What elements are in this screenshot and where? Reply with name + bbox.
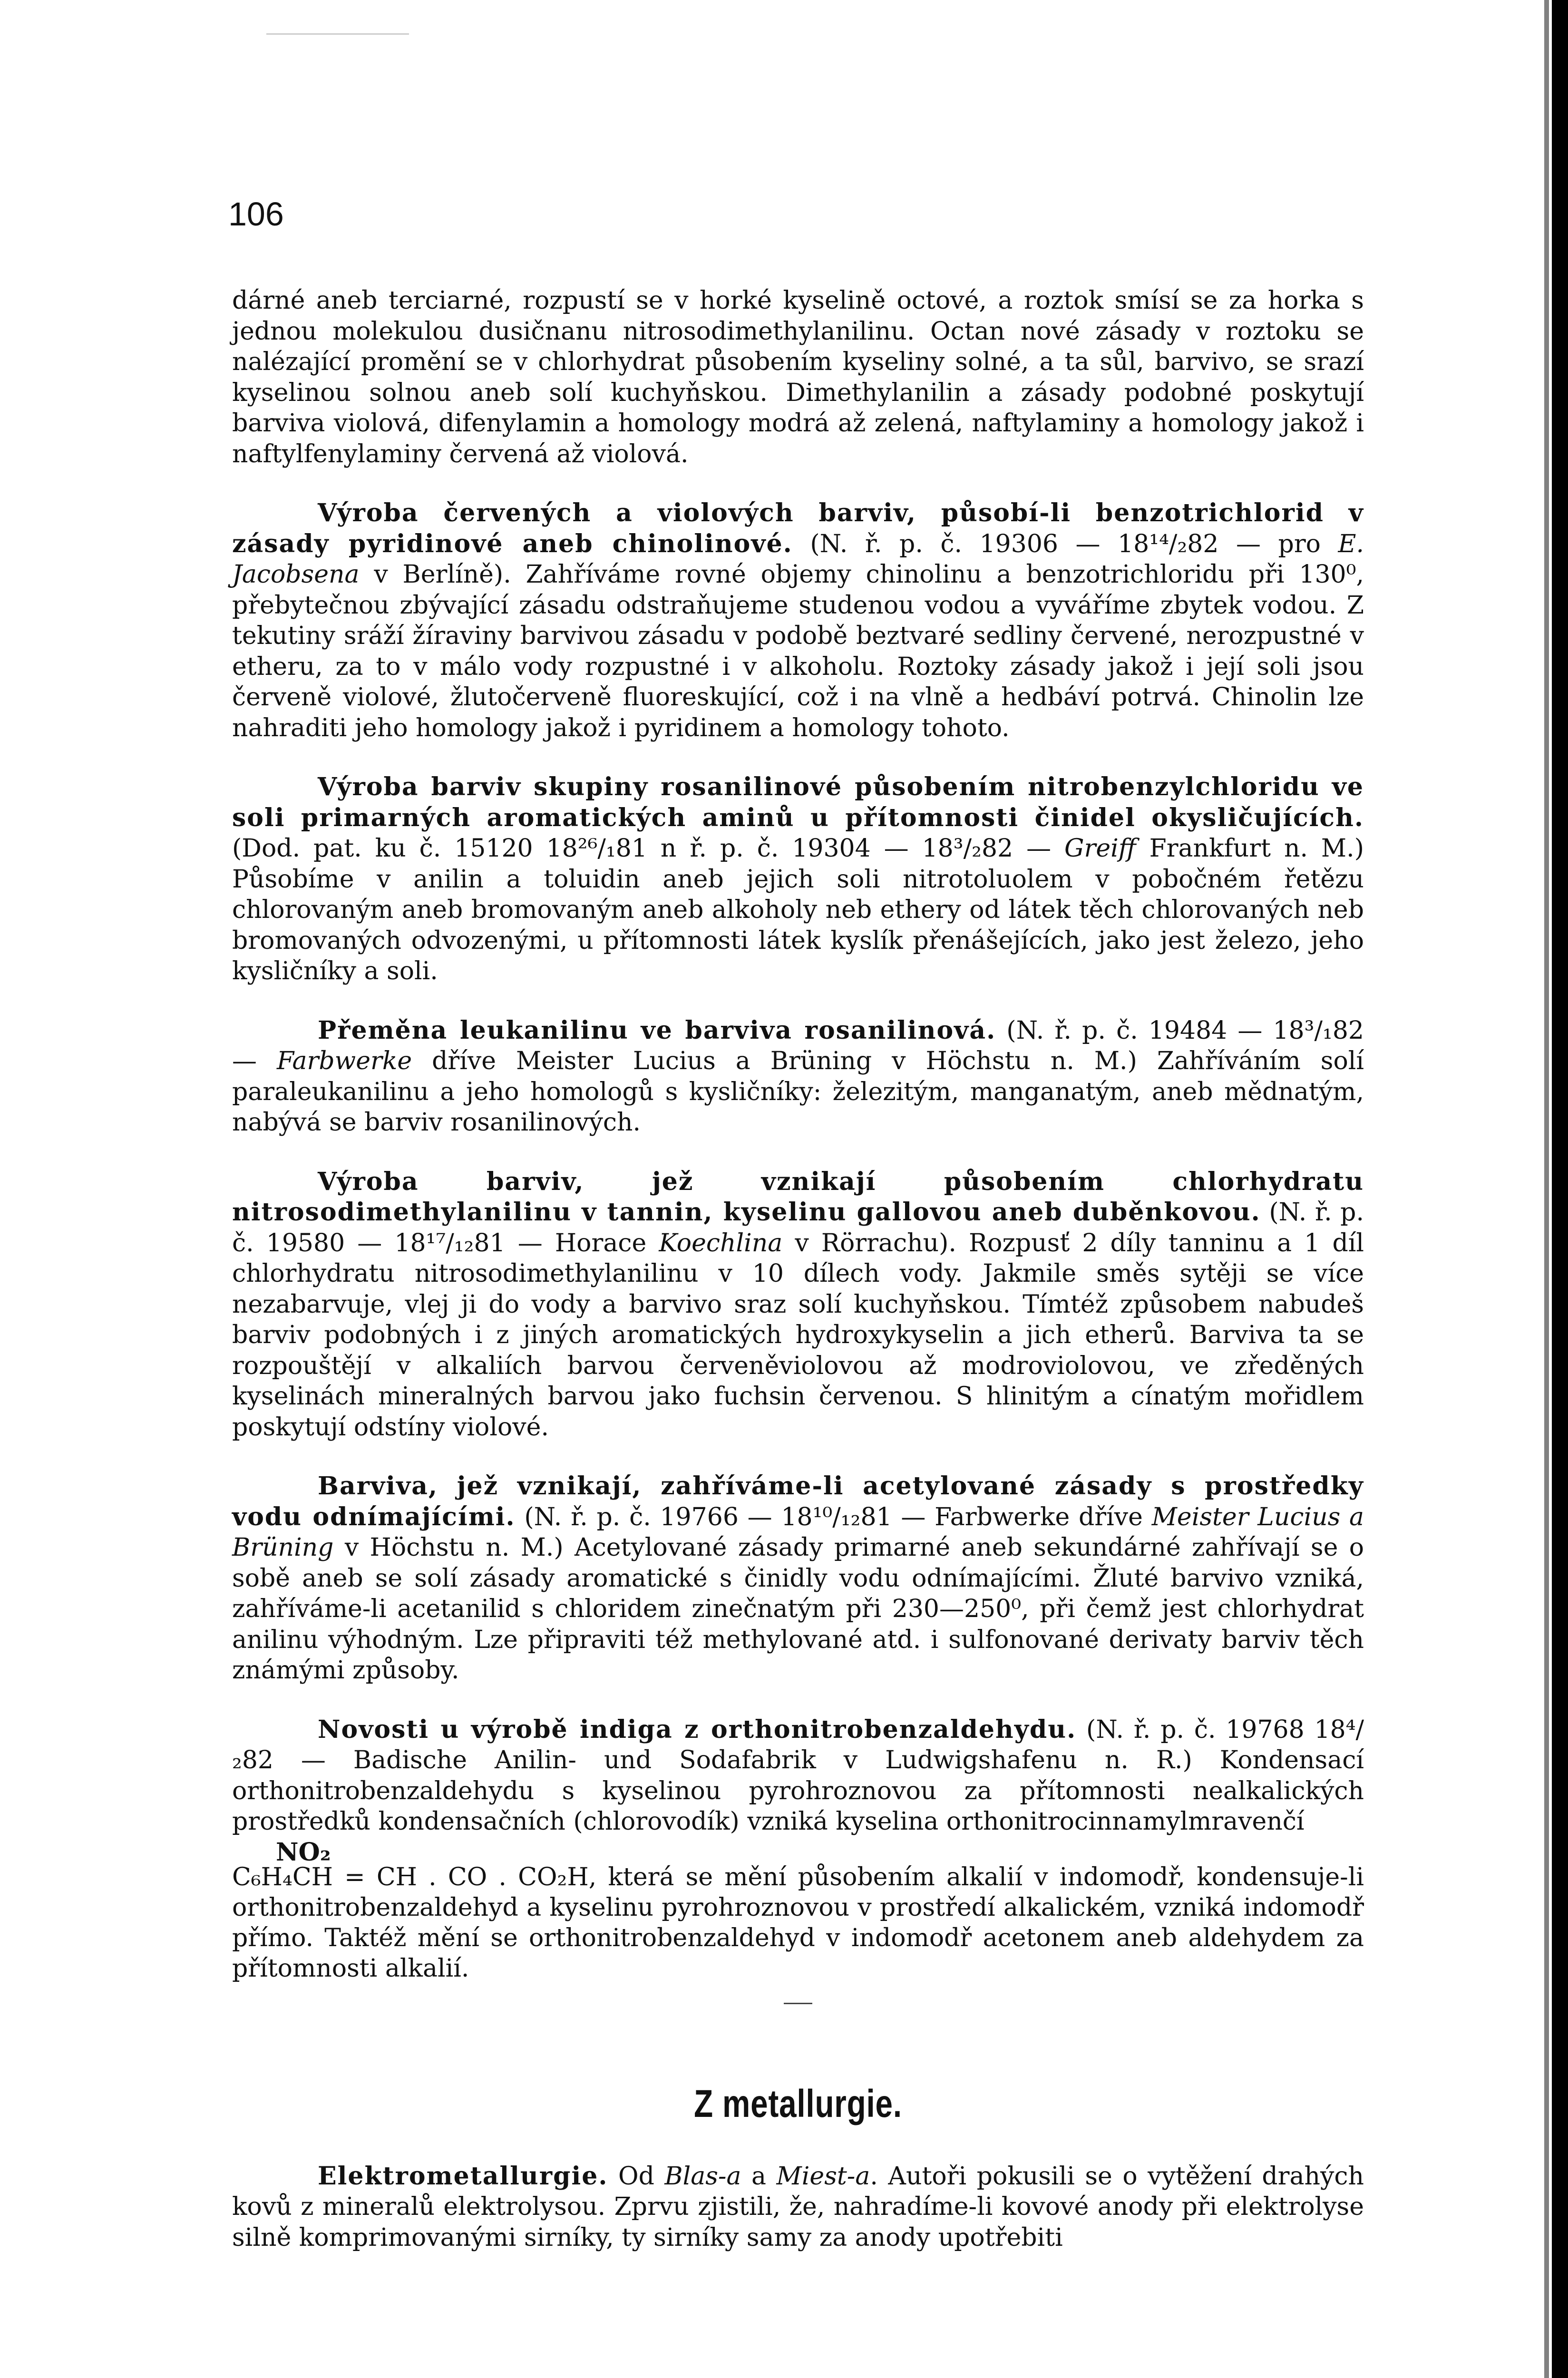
section-2-name: Greiff [1064, 834, 1136, 863]
section-3-body: Zahříváním solí paraleukanilinu a jeho homologů s kysličníky: železitým, manganatým, aneb mědnatým, nabývá se barviv rosanilinových. [232, 1047, 1364, 1137]
metallurgy-body: . Autoři pokusili se o vytěžení drahých kovů z mineralů elektrolysou. Zprvu zjistili, že, nahradíme-li kovové anody při elektrolyse silně komprimovanými sirníky, ty sirníky samy za anody upotřebiti [232, 2162, 1364, 2252]
section-5-ref: (N. ř. p. č. 19766 — 18¹⁰/₁₂81 — Farbwerke dříve [524, 1502, 1152, 1531]
section-6-ref: (N. ř. p. č. 19768 18⁴/₂82 — Badische Anilin- und Sodafabrik v Ludwigshafenu n. R.) [232, 1715, 1364, 1774]
scan-border-shadow [1544, 0, 1549, 2378]
section-1-ref: (N. ř. p. č. 19306 — 18¹⁴/₂82 — pro [810, 529, 1338, 558]
scan-mark [266, 0, 409, 35]
section-3 [232, 1015, 1364, 1138]
metallurgy-pre: Od [608, 2162, 665, 2191]
section-6-heading: Novosti u výrobě indiga z orthonitrobenzaldehydu. [318, 1715, 1077, 1744]
section-3-after-name: dříve Meister Lucius a Brüning v Höchstu n. M.) [412, 1047, 1137, 1075]
section-title: Z metallurgie. [694, 2082, 902, 2125]
separator-line [784, 2003, 812, 2004]
formula-text: C₆H₄CH = CH . CO . CO₂H, která se mění působením alkalií v indomodř, kondensuje-li orthonitrobenzaldehyd a kyselinu pyrohroznovou v prostředí alkalickém, vzniká indomodř přímo. Taktéž mění se orthonitrobenzaldehyd v indomodř acetonem aneb aldehydem za přítomnosti alkalií. [232, 1862, 1364, 1983]
section-2-heading: Výroba barviv skupiny rosanilinové působením nitrobenzylchloridu ve soli primarných aromatických aminů u přítomnosti činidel okysličujících. [232, 772, 1364, 832]
section-5-body: Acetylované zásady primarné aneb sekundárné zahřívají se o sobě aneb se solí zásady aromatické s činidly vodu odnímajícími. Žluté barvivo vzniká, zahříváme-li acetanilid s chloridem zinečnatým při 230—250⁰, při čemž jest chlorhydrat anilinu výhodným. Lze připraviti též methylované atd. i sulfonované derivaty barviv těch známými způsoby. [232, 1533, 1364, 1685]
section-6-body: Kondensací orthonitrobenzaldehydu s kyselinou pyrohroznovou za přítomnosti nealkalických prostředků kondensačních (chlorovodík) vzniká kyselina orthonitrocinnamylmravenčí [232, 1746, 1364, 1836]
section-2 [232, 772, 1364, 987]
metallurgy-heading: Elektrometallurgie. [318, 2161, 608, 2191]
section-1 [232, 498, 1364, 743]
section-4-body: Rozpusť 2 díly tanninu a 1 díl chlorhydratu nitrosodimethylanilinu v 10 dílech vody. Jakmile směs sytěji se více nezabarvuje, vlej ji do vody a barvivo sraz solí kuchyňskou. Tímtéž způsobem nabudeš barviv podobných i z jiných aromatických hydroxykyselin a jich etherů. Barviva ta se rozpouštějí v alkaliích barvou červeněviolovou až modroviolovou, ve zředěných kyselinách mineralných barvou jako fuchsin červenou. S hlinitým a cínatým mořidlem poskytují odstíny violové. [232, 1228, 1364, 1442]
chemical-formula [232, 1837, 1364, 1983]
section-4-heading: Výroba barviv, jež vznikají působením chlorhydratu nitrosodimethylanilinu v tannin, kyselinu gallovou aneb duběnkovou. [232, 1167, 1364, 1227]
section-5 [232, 1471, 1364, 1686]
section-5-heading: Barviva, jež vznikají, zahříváme-li acetylované zásady s prostředky vodu odnímajícími. [232, 1472, 1364, 1531]
section-2-ref: (Dod. pat. ku č. 15120 18²⁶/₁81 n ř. p. č. 19304 — 18³/₂82 — [232, 834, 1065, 863]
metallurgy-paragraph [232, 2161, 1364, 2253]
metallurgy-author-2: Miest-a [776, 2162, 870, 2191]
scan-border [1552, 0, 1568, 2378]
section-4-name: Koechlina [659, 1228, 783, 1257]
section-6 [232, 1715, 1364, 1837]
section-5-name: Meister Lucius a Brüning [232, 1502, 1364, 1562]
section-3-heading: Přeměna leukanilinu ve barviva rosanilinová. [318, 1015, 996, 1045]
page-number: 106 [228, 195, 284, 233]
section-4 [232, 1167, 1364, 1443]
metallurgy-mid: a [741, 2162, 777, 2191]
section-5-after-name: v Höchstu n. M.) [333, 1533, 564, 1562]
section-3-ref: (N. ř. p. č. 19484 — 18³/₁82 — [232, 1016, 1364, 1075]
section-2-after-name: Frankfurt n. M.) [1136, 834, 1364, 863]
section-1-name: E. Jacobsena [232, 529, 1364, 589]
section-1-heading: Výroba červených a violových barviv, působí-li benzotrichlorid v zásady pyridinové aneb chinolinové. [232, 498, 1364, 558]
intro-paragraph: dárné aneb terciarné, rozpustí se v horké kyselině octové, a roztok smísí se za horka s jednou molekulou dusičnanu nitrosodimethylanilinu. Octan nové zásady v roztoku se nalézající promění se v chlorhydrat působením kyseliny solné, a ta sůl, barvivo, se srazí kyselinou solnou aneb solí kuchyňskou. Dimethylanilin a zásady podobné poskytují barviva violová, difenylamin a homology modrá až zelená, naftylaminy a homology jakož i naftylfenylaminy červená až violová. [232, 286, 1364, 468]
section-1-after-name: v Berlíně). [359, 560, 511, 589]
section-2-body: Působíme v anilin a toluidin aneb jejich soli nitrotoluolem v pobočném řetězu chlorovaným aneb bromovaným aneb alkoholy neb ethery od látek těch chlorovaných neb bromovaných odvozenými, u přítomnosti látek kyslík přenášejících, jako jest železo, jeho kysličníky a soli. [232, 865, 1364, 985]
section-3-name: Farbwerke [276, 1047, 412, 1075]
section-1-body: Zahříváme rovné objemy chinolinu a benzotrichloridu při 130⁰, přebytečnou zbývající zásadu odstraňujeme studenou vodou a vyváříme zbytek vodou. Z tekutiny sráží žíraviny barvivou zásadu v podobě beztvaré sedliny červené, nerozpustné v etheru, za to v málo vody rozpustné i v alkoholu. Roztoky zásady jakož i její soli jsou červeně violové, žlutočerveně fluoreskující, což i na vlně a hedbáví potrvá. Chinolin lze nahraditi jeho homology jakož i pyridinem a homology tohoto. [232, 560, 1364, 742]
page-body [232, 285, 1364, 2253]
metallurgy-author-1: Blas-a [664, 2162, 741, 2191]
section-4-after-name: v Rörrachu). [782, 1228, 956, 1257]
formula-no2: NO₂ [276, 1837, 331, 1867]
section-4-ref: (N. ř. p. č. 19580 — 18¹⁷/₁₂81 — Horace [232, 1198, 1364, 1257]
